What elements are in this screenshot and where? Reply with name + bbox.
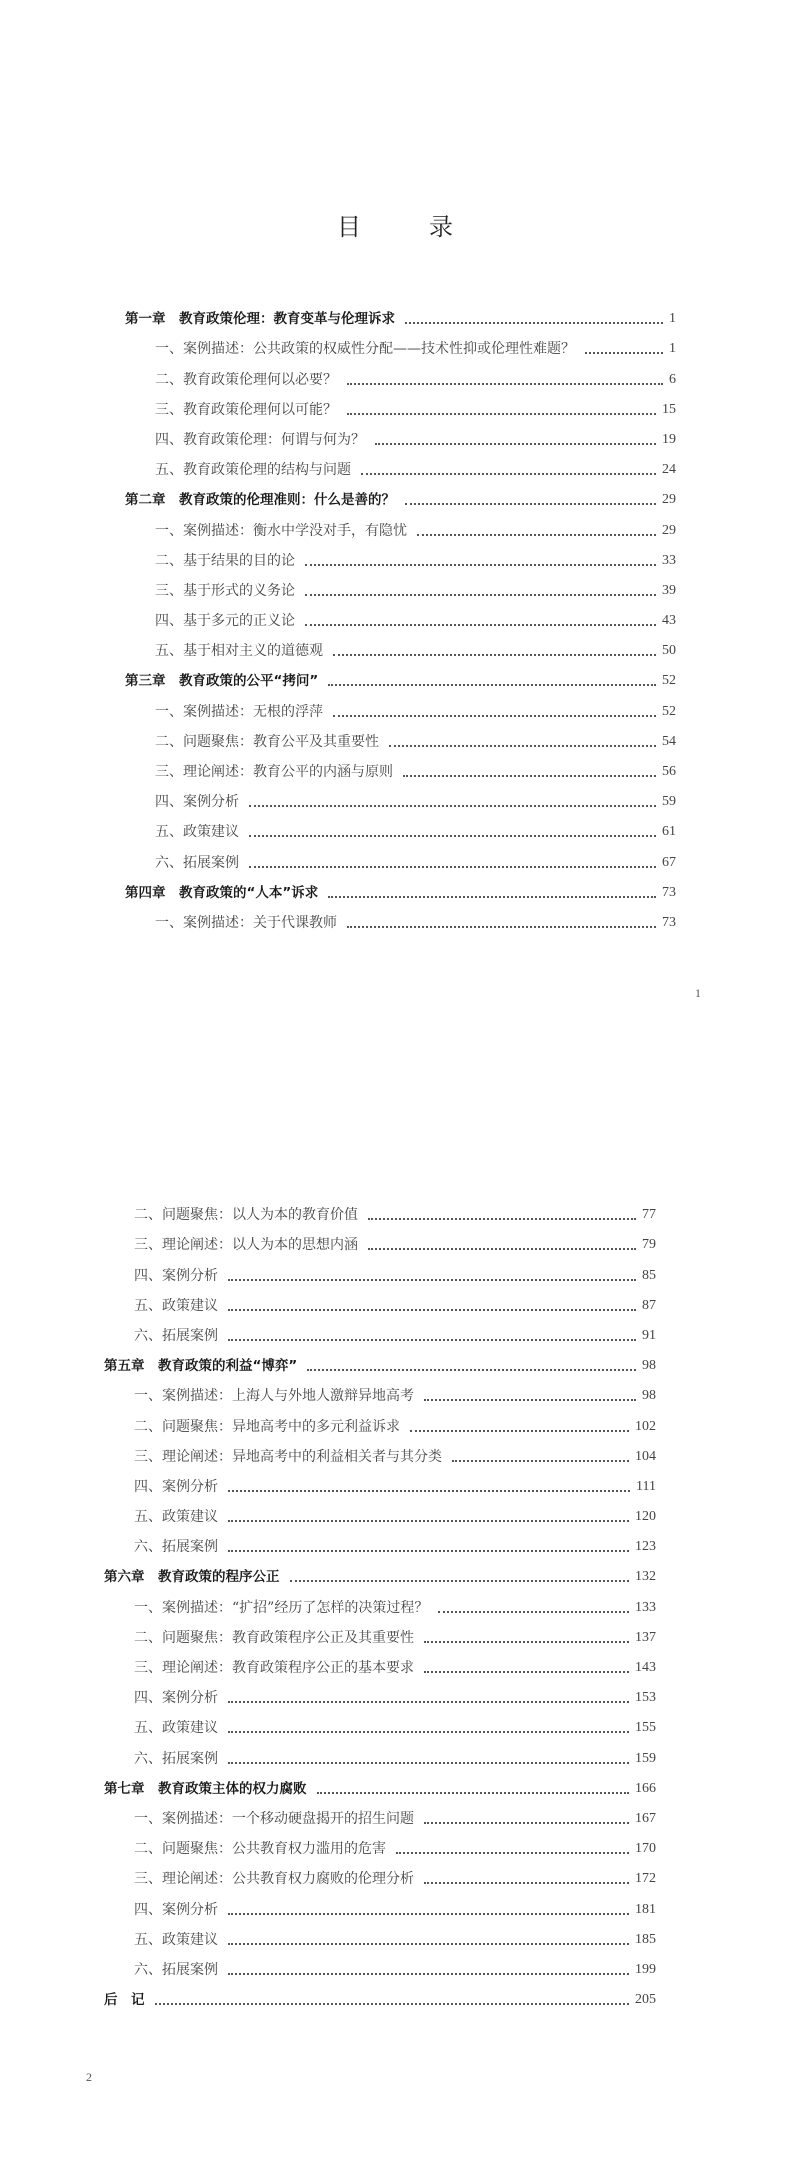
- toc-section-entry: [104, 1405, 656, 1435]
- toc-entry-title: 五、政策建议: [134, 1297, 218, 1314]
- toc-entry-title: 三、基于形式的义务论: [155, 582, 295, 599]
- dot-leader: [375, 443, 656, 445]
- toc-entry-title: 五、教育政策伦理的结构与问题: [155, 462, 351, 479]
- dot-leader: [155, 2003, 630, 2005]
- toc-section-entry: [104, 1949, 656, 1979]
- toc-section-entry: [104, 1224, 656, 1254]
- toc-entry-page: 120: [635, 1509, 656, 1525]
- toc-entry-page: 172: [635, 1871, 656, 1887]
- toc-entry-page: 102: [635, 1418, 656, 1434]
- toc-entry-page: 77: [642, 1207, 656, 1223]
- dot-leader: [424, 1399, 636, 1401]
- toc-section-entry: [104, 1526, 656, 1556]
- dot-leader: [290, 1580, 630, 1582]
- toc-entry-title: 二、基于结果的目的论: [155, 552, 295, 569]
- toc-entry-page: 73: [662, 884, 676, 900]
- toc-entry-page: 73: [662, 914, 676, 930]
- toc-entry-page: 111: [636, 1478, 656, 1494]
- toc-entry-page: 6: [669, 371, 676, 387]
- dot-leader: [368, 1218, 636, 1220]
- dot-leader: [410, 1430, 629, 1432]
- dot-leader: [328, 684, 656, 686]
- dot-leader: [438, 1611, 629, 1613]
- toc-entry-title: 四、案例分析: [134, 1267, 218, 1284]
- dot-leader: [228, 1762, 629, 1764]
- toc-section-entry: [125, 389, 676, 419]
- toc-entry-page: 132: [635, 1569, 656, 1585]
- dot-leader: [228, 1943, 629, 1945]
- toc-section-entry: [104, 1647, 656, 1677]
- dot-leader: [228, 1731, 629, 1733]
- toc-entry-page: 15: [662, 401, 676, 417]
- dot-leader: [249, 805, 656, 807]
- dot-leader: [228, 1279, 636, 1281]
- toc-entry-page: 199: [635, 1961, 656, 1977]
- dot-leader: [228, 1701, 629, 1703]
- toc-entry-page: 166: [635, 1780, 656, 1796]
- dot-leader: [305, 594, 656, 596]
- toc-section-entry: [104, 1315, 656, 1345]
- dot-leader: [333, 654, 656, 656]
- toc-list: [125, 298, 676, 932]
- toc-section-entry: [104, 1436, 656, 1466]
- dot-leader: [405, 322, 663, 324]
- toc-entry-page: 79: [642, 1237, 656, 1253]
- toc-entry-page: 33: [662, 552, 676, 568]
- toc-chapter-entry: [104, 1979, 656, 2009]
- toc-entry-page: 98: [642, 1388, 656, 1404]
- toc-entry-title: 第六章 教育政策的程序公正: [104, 1569, 280, 1586]
- dot-leader: [424, 1882, 629, 1884]
- toc-entry-page: 52: [662, 703, 676, 719]
- toc-entry-page: 67: [662, 854, 676, 870]
- toc-entry-page: 43: [662, 613, 676, 629]
- toc-entry-title: 第四章 教育政策的“人本”诉求: [125, 884, 319, 901]
- toc-section-entry: [125, 328, 676, 358]
- toc-section-entry: [104, 1496, 656, 1526]
- toc-section-entry: [125, 540, 676, 570]
- dot-leader: [405, 503, 656, 505]
- toc-entry-title: 三、理论阐述：公共教育权力腐败的伦理分析: [134, 1871, 414, 1888]
- toc-entry-title: 五、政策建议: [134, 1931, 218, 1948]
- page-number: 1: [695, 986, 701, 1000]
- toc-section-entry: [125, 781, 676, 811]
- page-title: 目 录: [337, 213, 475, 241]
- toc-entry-page: 143: [635, 1660, 656, 1675]
- toc-section-entry: [104, 1254, 656, 1284]
- toc-entry-page: 19: [662, 431, 676, 447]
- toc-section-entry: [104, 1194, 656, 1224]
- toc-section-entry: [104, 1858, 656, 1888]
- toc-entry-page: 29: [662, 522, 676, 538]
- toc-entry-title: 二、问题聚焦：公共教育权力滥用的危害: [134, 1841, 386, 1858]
- toc-section-entry: [125, 902, 676, 932]
- dot-leader: [333, 715, 656, 717]
- toc-entry-title: 四、案例分析: [134, 1478, 218, 1495]
- toc-entry-page: 91: [642, 1327, 656, 1343]
- toc-entry-page: 167: [635, 1810, 656, 1826]
- toc-chapter-entry: [125, 660, 676, 690]
- toc-entry-title: 第七章 教育政策主体的权力腐败: [104, 1780, 307, 1797]
- dot-leader: [361, 473, 656, 475]
- toc-entry-page: 155: [635, 1720, 656, 1736]
- toc-entry-title: 四、案例分析: [155, 794, 239, 811]
- toc-chapter-entry: [104, 1768, 656, 1798]
- toc-entry-title: 第五章 教育政策的利益“博弈”: [104, 1358, 298, 1375]
- toc-entry-page: 39: [662, 582, 676, 598]
- dot-leader: [328, 896, 656, 898]
- toc-section-entry: [125, 841, 676, 871]
- toc-list: [104, 1194, 656, 2009]
- dot-leader: [305, 624, 656, 626]
- toc-entry-title: 二、问题聚焦：教育公平及其重要性: [155, 733, 379, 750]
- toc-entry-page: 85: [642, 1267, 656, 1283]
- toc-section-entry: [104, 1586, 656, 1616]
- toc-section-entry: [125, 449, 676, 479]
- toc-entry-title: 后 记: [104, 1992, 145, 2009]
- toc-entry-title: 三、理论阐述：以人为本的思想内涵: [134, 1237, 358, 1254]
- dot-leader: [424, 1671, 629, 1673]
- toc-entry-title: 一、案例描述：无根的浮萍: [155, 703, 323, 720]
- dot-leader: [424, 1822, 629, 1824]
- toc-entry-title: 二、问题聚焦：以人为本的教育价值: [134, 1207, 358, 1224]
- toc-entry-page: 54: [662, 733, 676, 749]
- toc-entry-title: 三、教育政策伦理何以可能？: [155, 401, 337, 418]
- toc-entry-page: 87: [642, 1297, 656, 1313]
- dot-leader: [307, 1369, 636, 1371]
- toc-section-entry: [125, 721, 676, 751]
- dot-leader: [417, 534, 656, 536]
- toc-section-entry: [104, 1888, 656, 1918]
- toc-section-entry: [125, 570, 676, 600]
- toc-entry-page: 52: [662, 673, 676, 689]
- toc-entry-page: 133: [635, 1599, 656, 1615]
- toc-entry-title: 一、案例描述：关于代课教师: [155, 914, 337, 931]
- dot-leader: [347, 413, 656, 415]
- toc-entry-page: 185: [635, 1931, 656, 1947]
- dot-leader: [396, 1852, 629, 1854]
- toc-section-entry: [125, 600, 676, 630]
- toc-section-entry: [104, 1919, 656, 1949]
- toc-entry-title: 一、案例描述：衡水中学没对手，有隐忧: [155, 522, 407, 539]
- dot-leader: [228, 1550, 629, 1552]
- toc-section-entry: [104, 1798, 656, 1828]
- toc-section-entry: [125, 630, 676, 660]
- toc-entry-title: 二、教育政策伦理何以必要？: [155, 371, 337, 388]
- toc-entry-title: 六、拓展案例: [134, 1327, 218, 1344]
- toc-section-entry: [125, 690, 676, 720]
- toc-entry-page: 104: [635, 1448, 656, 1464]
- toc-chapter-entry: [125, 479, 676, 509]
- toc-section-entry: [104, 1677, 656, 1707]
- dot-leader: [305, 564, 656, 566]
- toc-entry-title: 四、基于多元的正义论: [155, 613, 295, 630]
- toc-entry-page: 159: [635, 1750, 656, 1766]
- dot-leader: [228, 1520, 629, 1522]
- toc-entry-title: 三、理论阐述：教育政策程序公正的基本要求: [134, 1660, 414, 1676]
- toc-entry-page: 137: [635, 1629, 656, 1645]
- toc-section-entry: [125, 751, 676, 781]
- dot-leader: [389, 745, 656, 747]
- toc-chapter-entry: [104, 1556, 656, 1586]
- toc-entry-title: 一、案例描述：一个移动硬盘揭开的招生问题: [134, 1810, 414, 1827]
- toc-entry-page: 24: [662, 462, 676, 478]
- toc-entry-page: 29: [662, 492, 676, 508]
- dot-leader: [228, 1913, 629, 1915]
- dot-leader: [403, 775, 656, 777]
- dot-leader: [317, 1792, 630, 1794]
- toc-section-entry: [104, 1707, 656, 1737]
- toc-section-entry: [125, 509, 676, 539]
- dot-leader: [228, 1339, 636, 1341]
- dot-leader: [228, 1490, 630, 1492]
- toc-entry-page: 1: [669, 341, 676, 357]
- toc-entry-title: 五、基于相对主义的道德观: [155, 643, 323, 660]
- toc-section-entry: [125, 358, 676, 388]
- toc-entry-title: 四、教育政策伦理：何谓与何为？: [155, 431, 365, 448]
- toc-entry-page: 123: [635, 1539, 656, 1555]
- dot-leader: [347, 383, 663, 385]
- toc-section-entry: [104, 1375, 656, 1405]
- toc-entry-title: 一、案例描述：“扩招”经历了怎样的决策过程？: [134, 1599, 429, 1616]
- toc-page-2: [0, 1130, 790, 2161]
- toc-entry-title: 第三章 教育政策的公平“拷问”: [125, 673, 319, 690]
- toc-entry-page: 181: [635, 1901, 656, 1917]
- toc-section-entry: [104, 1285, 656, 1315]
- dot-leader: [347, 926, 656, 928]
- dot-leader: [368, 1248, 636, 1250]
- toc-section-entry: [104, 1828, 656, 1858]
- page-number: 2: [86, 2070, 92, 2084]
- toc-entry-title: 六、拓展案例: [134, 1750, 218, 1767]
- toc-entry-title: 三、理论阐述：教育公平的内涵与原则: [155, 764, 393, 780]
- toc-entry-page: 59: [662, 794, 676, 810]
- toc-entry-title: 一、案例描述：上海人与外地人激辩异地高考: [134, 1388, 414, 1405]
- dot-leader: [585, 352, 663, 354]
- toc-entry-title: 二、问题聚焦：异地高考中的多元利益诉求: [134, 1418, 400, 1435]
- dot-leader: [249, 835, 656, 837]
- toc-entry-title: 六、拓展案例: [155, 854, 239, 871]
- toc-entry-title: 五、政策建议: [134, 1509, 218, 1526]
- toc-entry-page: 1: [669, 311, 676, 327]
- toc-entry-title: 第一章 教育政策伦理：教育变革与伦理诉求: [125, 311, 395, 328]
- toc-entry-page: 98: [642, 1358, 656, 1374]
- toc-entry-title: 第二章 教育政策的伦理准则：什么是善的？: [125, 492, 395, 509]
- toc-entry-title: 三、理论阐述：异地高考中的利益相关者与其分类: [134, 1448, 442, 1465]
- dot-leader: [452, 1460, 629, 1462]
- toc-section-entry: [125, 811, 676, 841]
- toc-entry-title: 六、拓展案例: [134, 1961, 218, 1978]
- toc-entry-title: 一、案例描述：公共政策的权威性分配——技术性抑或伦理性难题？: [155, 341, 575, 358]
- toc-chapter-entry: [125, 872, 676, 902]
- toc-entry-title: 四、案例分析: [134, 1901, 218, 1918]
- toc-entry-page: 61: [662, 824, 676, 840]
- dot-leader: [228, 1973, 629, 1975]
- toc-section-entry: [125, 419, 676, 449]
- dot-leader: [249, 866, 656, 868]
- dot-leader: [424, 1641, 629, 1643]
- dot-leader: [228, 1309, 636, 1311]
- toc-entry-page: 56: [662, 764, 676, 779]
- toc-entry-title: 五、政策建议: [155, 824, 239, 841]
- toc-entry-page: 170: [635, 1841, 656, 1857]
- toc-chapter-entry: [125, 298, 676, 328]
- toc-entry-title: 五、政策建议: [134, 1720, 218, 1737]
- toc-section-entry: [104, 1737, 656, 1767]
- toc-entry-page: 153: [635, 1690, 656, 1706]
- toc-page-1: [0, 0, 790, 1060]
- toc-entry-title: 六、拓展案例: [134, 1539, 218, 1556]
- toc-entry-title: 二、问题聚焦：教育政策程序公正及其重要性: [134, 1629, 414, 1646]
- toc-chapter-entry: [104, 1345, 656, 1375]
- toc-section-entry: [104, 1617, 656, 1647]
- toc-entry-page: 205: [635, 1992, 656, 2008]
- toc-section-entry: [104, 1466, 656, 1496]
- toc-entry-page: 50: [662, 643, 676, 659]
- toc-entry-title: 四、案例分析: [134, 1690, 218, 1707]
